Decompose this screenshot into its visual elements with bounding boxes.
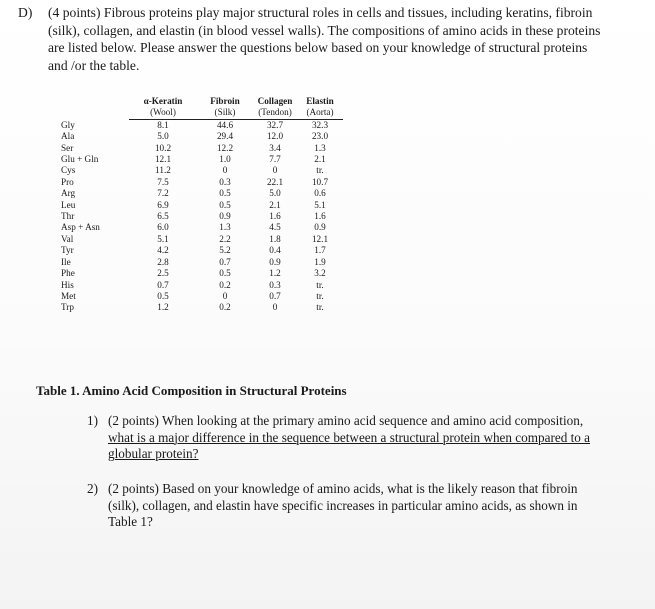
table-row: [53, 188, 343, 199]
col-header-collagen: Collagen: [257, 96, 293, 106]
table-row: [53, 143, 343, 154]
col-header-elastin: Elastin: [306, 96, 334, 106]
table-cell: 22.1: [266, 176, 284, 187]
problem-statement: [18, 4, 646, 74]
table-cell: 0.7: [269, 290, 281, 301]
table-row: [53, 131, 343, 142]
table-cell: 7.5: [157, 176, 169, 187]
problem-line: are listed below. Please answer the questions below based on your knowledge of structural proteins: [48, 40, 588, 55]
table-cell: 6.0: [157, 222, 169, 233]
table-cell: 2.8: [157, 256, 169, 267]
table-cell: 6.5: [157, 211, 169, 222]
table-cell: 10.2: [154, 142, 172, 153]
amino-acid-table-body: [53, 120, 343, 314]
table-subheader-row: [53, 107, 343, 119]
table-cell: 0: [222, 165, 228, 176]
table-cell: 0.6: [314, 188, 326, 199]
amino-acid-name: Val: [61, 233, 74, 244]
amino-acid-name: Tyr: [61, 245, 74, 256]
amino-acid-name: His: [61, 279, 74, 290]
table-row: [53, 120, 343, 131]
col-header-fibroin: Fibroin: [210, 96, 240, 106]
table-cell: 0.2: [219, 279, 231, 290]
question-1-line: globular protein?: [108, 446, 199, 461]
table-row: [53, 211, 343, 222]
table-cell: tr.: [316, 279, 324, 290]
table-cell: 2.1: [269, 199, 281, 210]
table-cell: 12.1: [154, 154, 172, 165]
table-cell: 0.7: [157, 279, 169, 290]
col-subheader-tendon: (Tendon): [258, 107, 292, 118]
table-row: [53, 280, 343, 291]
table-row: [53, 245, 343, 256]
table-header-row: [53, 96, 343, 107]
table-cell: 44.6: [216, 119, 234, 130]
table-cell: 5.2: [219, 245, 231, 256]
table-cell: 23.0: [311, 131, 329, 142]
table-row: [53, 268, 343, 279]
table-cell: 5.0: [269, 188, 281, 199]
table-cell: 7.2: [157, 188, 169, 199]
table-cell: 1.9: [314, 256, 326, 267]
table-cell: 1.2: [157, 302, 169, 313]
table-cell: 3.2: [314, 268, 326, 279]
question-2-line: (2 points) Based on your knowledge of amino acids, what is the likely reason that fibroin: [108, 481, 578, 496]
table-row: [53, 154, 343, 165]
amino-acid-name: Ala: [61, 131, 75, 142]
amino-acid-name: Thr: [61, 211, 75, 222]
problem-text: [48, 4, 646, 74]
problem-label: D): [18, 5, 33, 20]
table-cell: 0: [222, 290, 228, 301]
table-row: [53, 302, 343, 313]
amino-acid-name: Arg: [61, 188, 76, 199]
problem-line: (silk), collagen, and elastin (in blood vessel walls). The compositions of amino acids in these proteins: [48, 22, 601, 38]
amino-acid-name: Pro: [61, 176, 74, 187]
amino-acid-name: Glu + Gln: [61, 154, 99, 165]
table-cell: 0.3: [269, 279, 281, 290]
table-cell: 5.1: [314, 199, 326, 210]
table-cell: 0.9: [314, 222, 326, 233]
table-cell: 0: [272, 302, 278, 313]
table-cell: 7.7: [269, 154, 281, 165]
table-row: [53, 291, 343, 302]
table-cell: 1.0: [219, 154, 231, 165]
table-cell: tr.: [316, 290, 324, 301]
amino-acid-name: Ile: [61, 256, 71, 267]
question-1-line: (2 points) When looking at the primary amino acid sequence and amino acid composition,: [108, 413, 584, 428]
amino-acid-table: [53, 96, 343, 314]
table-cell: 1.3: [219, 222, 231, 233]
table-row: [53, 234, 343, 245]
amino-acid-name: Phe: [61, 268, 75, 279]
table-cell: 0.9: [269, 256, 281, 267]
table-cell: 0.5: [219, 268, 231, 279]
table-cell: 32.3: [311, 119, 329, 130]
table-cell: 4.5: [269, 222, 281, 233]
table-cell: 6.9: [157, 199, 169, 210]
amino-acid-name: Leu: [61, 199, 76, 210]
table-cell: 4.2: [157, 245, 169, 256]
table-cell: 1.8: [269, 233, 281, 244]
question-2-line: (silk), collagen, and elastin have specific increases in particular amino acids, as shown in: [108, 497, 578, 513]
table-cell: 0.9: [219, 211, 231, 222]
amino-acid-name: Met: [61, 290, 76, 301]
table-cell: tr.: [316, 302, 324, 313]
col-subheader-silk: (Silk): [214, 107, 236, 118]
table-cell: 1.3: [314, 142, 326, 153]
table-row: [53, 222, 343, 233]
table-cell: 1.6: [314, 211, 326, 222]
question-1-number: 1): [87, 413, 98, 428]
table-cell: 2.2: [219, 233, 231, 244]
amino-acid-name: Asp + Asn: [61, 222, 100, 233]
question-1: [87, 413, 652, 463]
table-cell: 5.0: [157, 131, 169, 142]
table-cell: 3.4: [269, 142, 281, 153]
table-cell: 32.7: [266, 119, 284, 130]
amino-acid-name: Gly: [61, 119, 75, 130]
question-2-number: 2): [87, 481, 98, 496]
table-cell: 8.1: [157, 119, 169, 130]
table-cell: 0.3: [219, 176, 231, 187]
col-header-keratin: α-Keratin: [143, 96, 183, 106]
table-cell: 5.1: [157, 233, 169, 244]
amino-acid-name: Cys: [61, 165, 76, 176]
problem-line: and /or the table.: [48, 57, 140, 73]
table-cell: 2.1: [314, 154, 326, 165]
problem-line: (4 points) Fibrous proteins play major structural roles in cells and tissues, including keratins, fibroin: [48, 5, 593, 20]
table-cell: 1.7: [314, 245, 326, 256]
question-1-line: what is a major difference in the sequence between a structural protein when compared to a: [108, 429, 591, 445]
question-2: [87, 481, 652, 531]
table-cell: 1.2: [269, 268, 281, 279]
table-row: [53, 165, 343, 176]
table-cell: 12.0: [266, 131, 284, 142]
table-cell: 12.1: [311, 233, 329, 244]
table-row: [53, 200, 343, 211]
table-cell: 0.5: [157, 290, 169, 301]
amino-acid-name: Ser: [61, 142, 74, 153]
table-cell: 1.6: [269, 211, 281, 222]
table-cell: 2.5: [157, 268, 169, 279]
table-cell: 0.4: [269, 245, 281, 256]
table-cell: 29.4: [216, 131, 234, 142]
col-subheader-aorta: (Aorta): [306, 107, 334, 118]
table-cell: 10.7: [311, 176, 329, 187]
table-cell: 0.5: [219, 188, 231, 199]
table-cell: 12.2: [216, 142, 234, 153]
table-cell: 0: [272, 165, 278, 176]
table-cell: 0.2: [219, 302, 231, 313]
table-cell: 0.7: [219, 256, 231, 267]
question-2-line: Table 1?: [108, 514, 153, 529]
table-row: [53, 257, 343, 268]
table-cell: tr.: [316, 165, 324, 176]
table-cell: 11.2: [155, 165, 171, 176]
amino-acid-name: Trp: [61, 302, 74, 313]
col-subheader-wool: (Wool): [150, 107, 176, 118]
table-cell: 0.5: [219, 199, 231, 210]
table-caption: Table 1. Amino Acid Composition in Structural Proteins: [36, 383, 347, 398]
table-row: [53, 177, 343, 188]
